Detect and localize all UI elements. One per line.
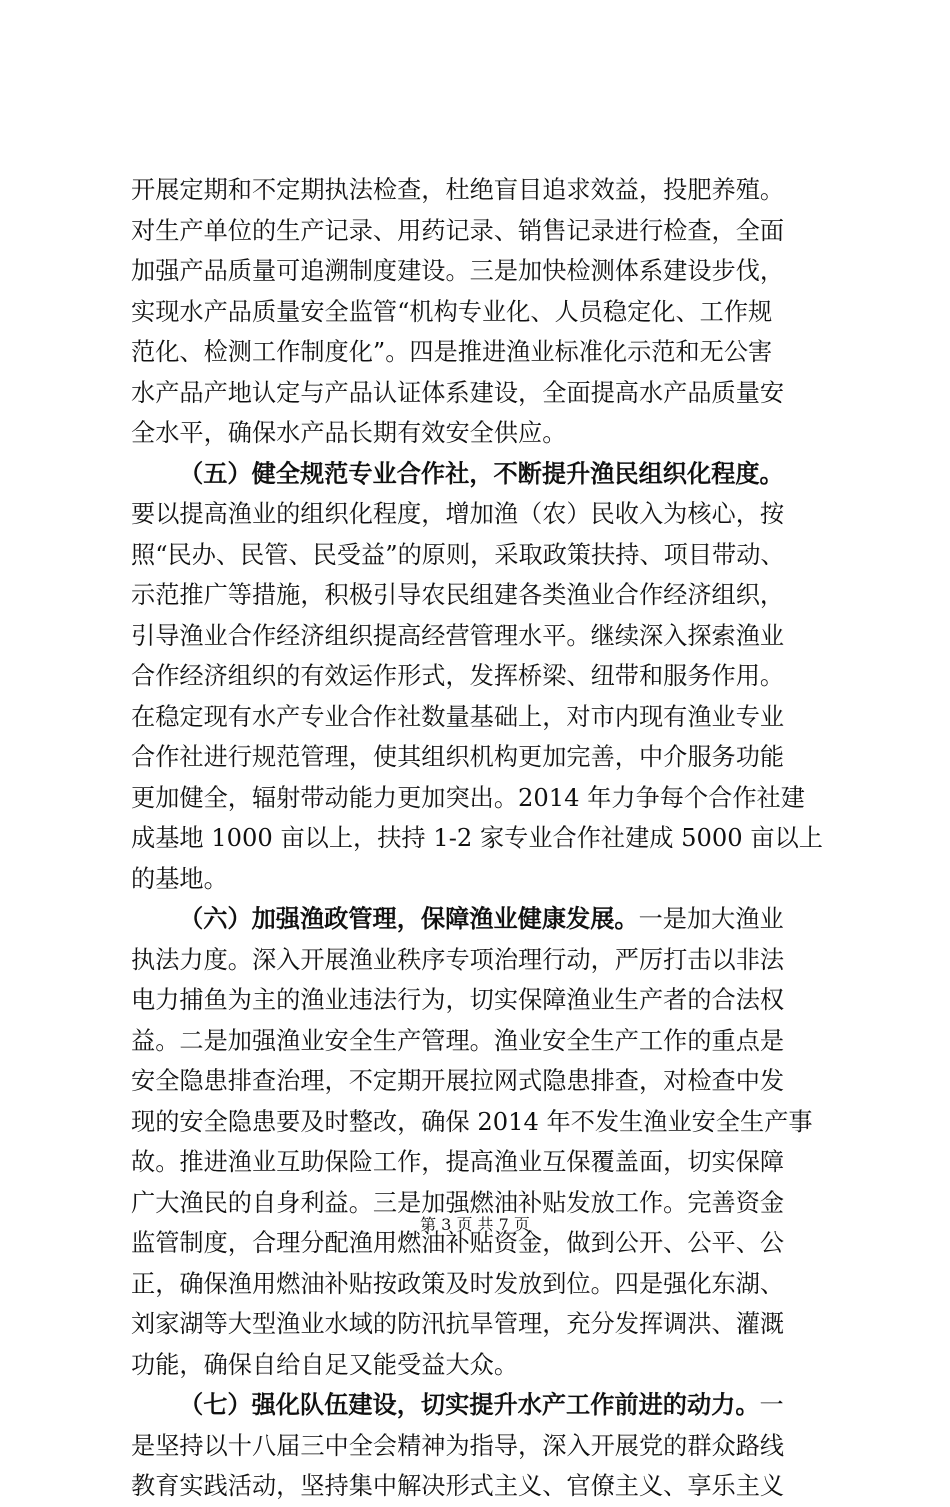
text-line bbox=[131, 980, 831, 1021]
line-text: 一是加大渔业 bbox=[638, 905, 784, 933]
line-text: 要以提高渔业的组织化程度，增加渔（农）民收入为核心，按 bbox=[131, 500, 785, 528]
text-line bbox=[131, 373, 831, 414]
line-text: 安全隐患排查治理，不定期开展拉网式隐患排查，对检查中发 bbox=[131, 1067, 785, 1095]
line-text: 是坚持以十八届三中全会精神为指导，深入开展党的群众路线 bbox=[131, 1431, 785, 1460]
line-text: 一 bbox=[759, 1391, 784, 1419]
line-text: 益。二是加强渔业安全生产管理。渔业安全生产工作的重点是 bbox=[131, 1026, 785, 1055]
text-line bbox=[131, 656, 831, 697]
text-line bbox=[131, 1426, 831, 1467]
section-heading: （六）加强渔政管理，保障渔业健康发展。 bbox=[179, 904, 639, 933]
line-text: 故。推进渔业互助保险工作，提高渔业互保覆盖面，切实保障 bbox=[131, 1148, 785, 1176]
body-text bbox=[131, 170, 831, 1507]
section-heading-line bbox=[131, 899, 831, 940]
line-text: 对生产单位的生产记录、用药记录、销售记录进行检查，全面 bbox=[131, 216, 785, 245]
text-line bbox=[131, 778, 831, 819]
line-text: 合作经济组织的有效运作形式，发挥桥梁、纽带和服务作用。 bbox=[131, 662, 785, 690]
line-text: 成基地 1000 亩以上，扶持 1-2 家专业合作社建成 5000 亩以上 bbox=[131, 824, 823, 852]
line-text: 实现水产品质量安全监管“机构专业化、人员稳定化、工作规 bbox=[131, 297, 773, 326]
section-heading-line bbox=[131, 1385, 831, 1426]
line-text: 执法力度。深入开展渔业秩序专项治理行动，严厉打击以非法 bbox=[131, 945, 785, 974]
line-text: 照“民办、民管、民受益”的原则，采取政策扶持、项目带动、 bbox=[131, 540, 785, 569]
text-line bbox=[131, 292, 831, 333]
page-number-footer: 第 3 页 共 7 页 bbox=[420, 1215, 530, 1234]
section-heading: （七）强化队伍建设，切实提升水产工作前进的动力。 bbox=[179, 1390, 760, 1419]
text-line bbox=[131, 859, 831, 900]
section-heading: （五）健全规范专业合作社，不断提升渔民组织化程度。 bbox=[179, 458, 784, 488]
line-text: 刘家湖等大型渔业水域的防汛抗旱管理，充分发挥调洪、灌溉 bbox=[131, 1310, 785, 1338]
line-text: 加强产品质量可追溯制度建设。三是加快检测体系建设步伐， bbox=[131, 257, 785, 285]
text-line bbox=[131, 697, 831, 738]
line-text: 引导渔业合作经济组织提高经营管理水平。继续深入探索渔业 bbox=[131, 621, 785, 650]
line-text: 教育实践活动，坚持集中解决形式主义、官僚主义、享乐主义 bbox=[131, 1472, 785, 1500]
line-text: 水产品产地认定与产品认证体系建设，全面提高水产品质量安 bbox=[131, 378, 785, 407]
text-line bbox=[131, 1264, 831, 1305]
text-line bbox=[131, 1021, 831, 1062]
text-line bbox=[131, 616, 831, 657]
line-text: 合作社进行规范管理，使其组织机构更加完善，中介服务功能 bbox=[131, 743, 785, 771]
line-text: 在稳定现有水产专业合作社数量基础上，对市内现有渔业专业 bbox=[131, 702, 785, 731]
text-line bbox=[131, 575, 831, 616]
line-text: 现的安全隐患要及时整改，确保 2014 年不发生渔业安全生产事 bbox=[131, 1107, 813, 1136]
line-text: 监管制度，合理分配渔用燃油补贴资金，做到公开、公平、公 bbox=[131, 1229, 785, 1257]
line-text: 功能，确保自给自足又能受益大众。 bbox=[131, 1350, 519, 1379]
text-line bbox=[131, 170, 831, 211]
text-line bbox=[131, 1345, 831, 1386]
text-line bbox=[131, 1142, 831, 1183]
text-line bbox=[131, 535, 831, 576]
text-line bbox=[131, 413, 831, 454]
line-text: 的基地。 bbox=[131, 864, 228, 893]
text-line bbox=[131, 1466, 831, 1507]
text-line bbox=[131, 1304, 831, 1345]
line-text: 全水平，确保水产品长期有效安全供应。 bbox=[131, 419, 567, 447]
text-line bbox=[131, 940, 831, 981]
text-line bbox=[131, 251, 831, 292]
text-line bbox=[131, 494, 831, 535]
text-line bbox=[131, 332, 831, 373]
line-text: 电力捕鱼为主的渔业违法行为，切实保障渔业生产者的合法权 bbox=[131, 986, 785, 1014]
line-text: 范化、检测工作制度化”。四是推进渔业标准化示范和无公害 bbox=[131, 338, 773, 366]
section-heading-line bbox=[131, 454, 831, 495]
text-line bbox=[131, 1102, 831, 1143]
line-text: 开展定期和不定期执法检查，杜绝盲目追求效益，投肥养殖。 bbox=[131, 176, 785, 204]
text-line bbox=[131, 1061, 831, 1102]
line-text: 示范推广等措施，积极引导农民组建各类渔业合作经济组织， bbox=[131, 581, 785, 609]
text-line bbox=[131, 818, 831, 859]
line-text: 更加健全，辐射带动能力更加突出。2014 年力争每个合作社建 bbox=[131, 783, 805, 812]
text-line bbox=[131, 211, 831, 252]
text-line bbox=[131, 737, 831, 778]
line-text: 正，确保渔用燃油补贴按政策及时发放到位。四是强化东湖、 bbox=[131, 1269, 785, 1298]
line-text: 广大渔民的自身利益。三是加强燃油补贴发放工作。完善资金 bbox=[131, 1188, 785, 1217]
